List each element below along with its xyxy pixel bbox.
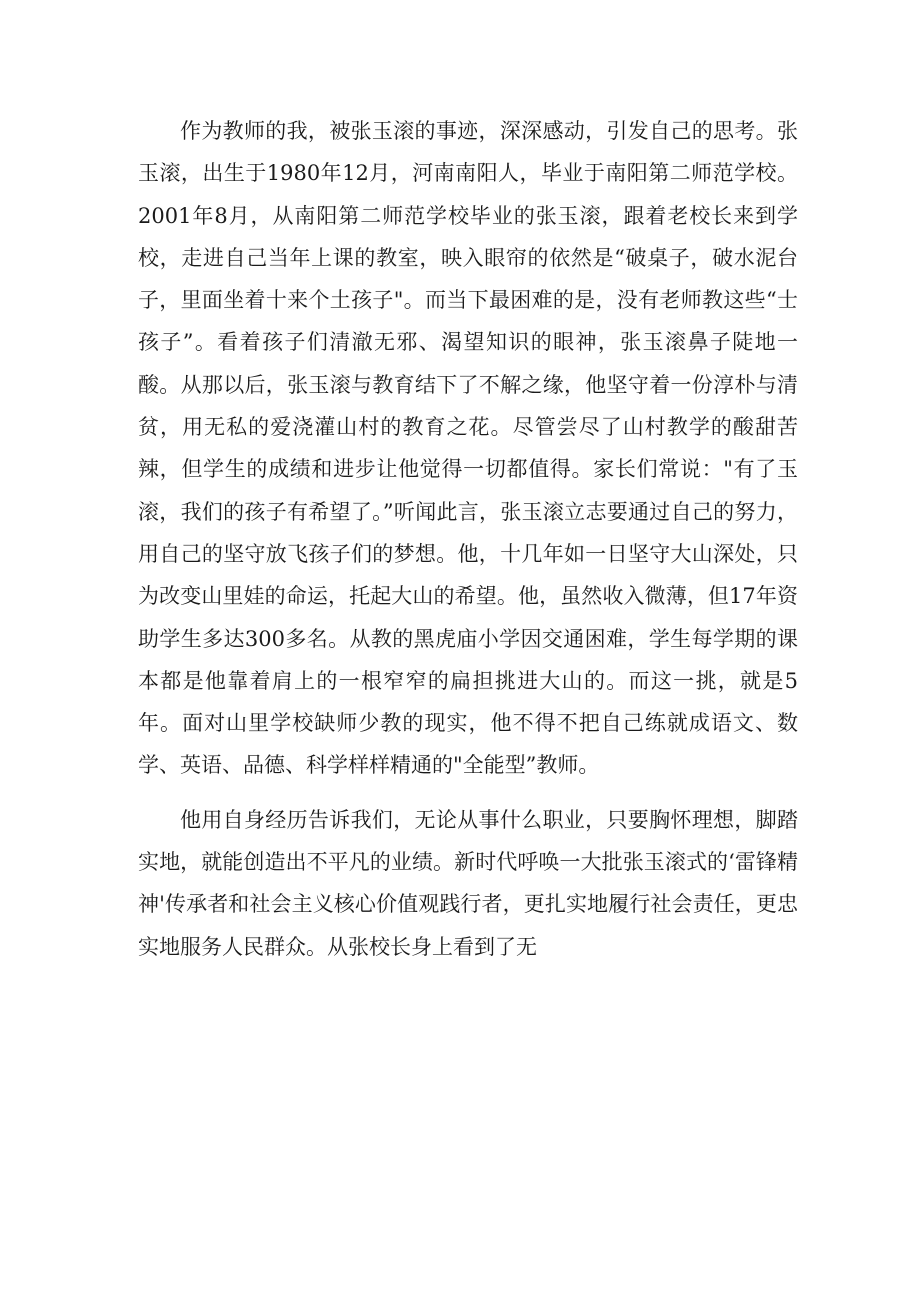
document-body bbox=[138, 110, 798, 968]
paragraph-2: 他用自身经历告诉我们，无论从事什么职业，只要胸怀理想，脚踏实地，就能创造出不平凡的业绩。新时代呼唤一大批张玉滚式的‘雷锋精神'传承者和社会主义核心价值观践行者，更扎实地履行社会责任，更忠实地服务人民群众。从张校长身上看到了无 bbox=[138, 807, 798, 959]
paragraph-1: 作为教师的我，被张玉滚的事迹，深深感动，引发自己的思考。张玉滚，出生于1980年12月，河南南阳人，毕业于南阳第二师范学校。2001年8月，从南阳第二师范学校毕业的张玉滚，跟着老校长来到学校，走进自己当年上课的教室，映入眼帘的依然是“破桌子，破水泥台子，里面坐着十来个土孩子"。而当下最困难的是，没有老师教这些“士孩子”。看着孩子们清澈无邪、渴望知识的眼神，张玉滚鼻子陡地一酸。从那以后，张玉滚与教育结下了不解之缘，他坚守着一份淳朴与清贫，用无私的爱浇灌山村的教育之花。尽管尝尽了山村教学的酸甜苦辣，但学生的成绩和进步让他觉得一切都值得。家长们常说："有了玉滚，我们的孩子有希望了。”听闻此言，张玉滚立志要通过自己的努力，用自己的坚守放飞孩子们的梦想。他，十几年如一日坚守大山深处，只为改变山里娃的命运，托起大山的希望。他，虽然收入微薄，但17年资助学生多达300多名。从教的黑虎庙小学因交通困难，学生每学期的课本都是他靠着肩上的一根窄窄的扁担挑进大山的。而这一挑，就是5年。面对山里学校缺师少教的现实，他不得不把自己练就成语文、数学、英语、品德、科学样样精通的"全能型”教师。 bbox=[138, 119, 798, 778]
